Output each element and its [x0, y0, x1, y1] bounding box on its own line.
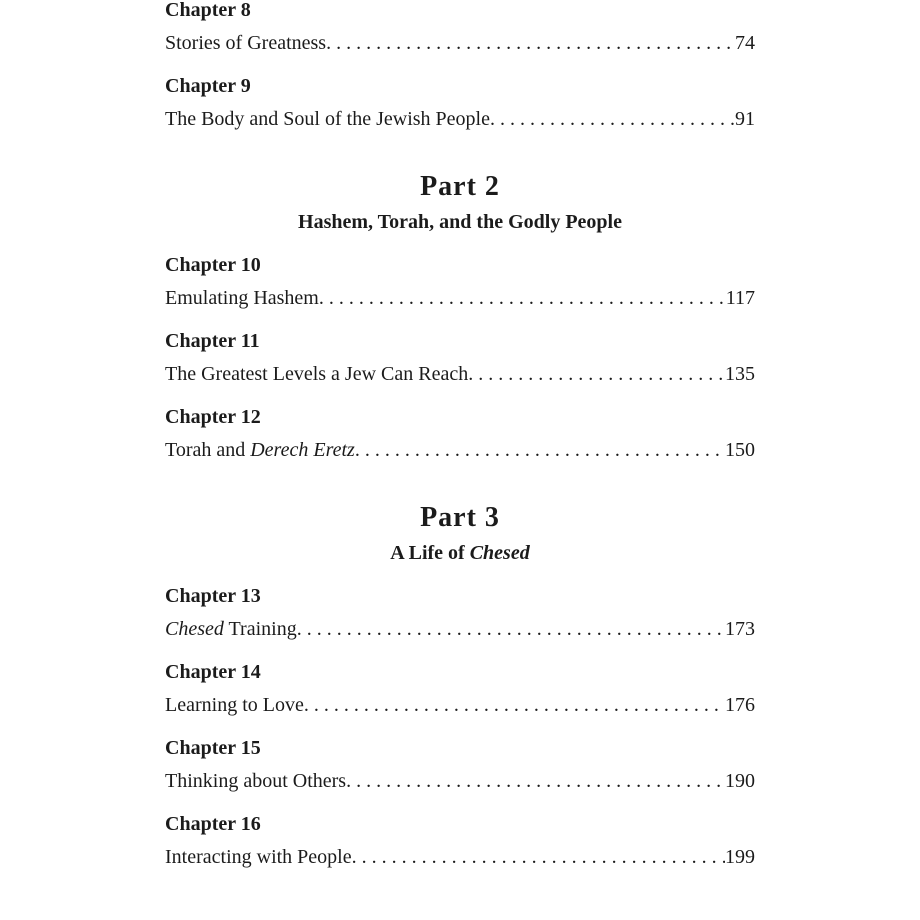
dot-leader: [304, 695, 725, 715]
part-subtitle: Hashem, Torah, and the Godly People: [298, 211, 622, 233]
chapter-title: The Greatest Levels a Jew Can Reach: [165, 363, 469, 385]
chapter-heading: Chapter 13: [165, 585, 261, 607]
chapter-title-row: [165, 440, 755, 460]
chapter-title-row: [165, 695, 755, 715]
chapter-title-row: [165, 288, 755, 308]
dot-leader: [468, 364, 725, 384]
chapter-title-row: [165, 771, 755, 791]
chapter-title: Chesed Training: [165, 618, 297, 640]
chapter-title: Interacting with People: [165, 846, 352, 868]
part-section: [165, 503, 755, 563]
chapter-heading: Chapter 10: [165, 254, 261, 276]
chapter-heading: Chapter 12: [165, 406, 261, 428]
chapter-title-row: [165, 364, 755, 384]
chapter-title: Learning to Love: [165, 694, 304, 716]
page-number: 74: [735, 32, 755, 54]
page-number: 117: [725, 287, 755, 309]
chapter-title-row: [165, 109, 755, 129]
chapter-heading: Chapter 16: [165, 813, 261, 835]
page-number: 173: [725, 618, 755, 640]
chapter-heading: Chapter 8: [165, 0, 251, 21]
chapter-title: Emulating Hashem: [165, 287, 319, 309]
page-number: 91: [735, 108, 755, 130]
chapter-entry: [165, 662, 755, 715]
chapter-entry: [165, 586, 755, 639]
dot-leader: [352, 847, 725, 867]
part-heading: Part 2: [420, 171, 500, 202]
chapter-title: Stories of Greatness: [165, 32, 327, 54]
chapter-entry: [165, 331, 755, 384]
chapter-title-row: [165, 619, 755, 639]
chapter-title: Thinking about Others: [165, 770, 347, 792]
part-subtitle: A Life of Chesed: [390, 542, 530, 564]
part-section: [165, 172, 755, 232]
table-of-contents: [165, 0, 755, 890]
part-heading: Part 3: [420, 502, 500, 533]
page-number: 190: [725, 770, 755, 792]
chapter-heading: Chapter 11: [165, 330, 260, 352]
chapter-entry: [165, 0, 755, 53]
page-number: 135: [725, 363, 755, 385]
chapter-title-row: [165, 33, 755, 53]
chapter-heading: Chapter 14: [165, 661, 261, 683]
chapter-heading: Chapter 9: [165, 75, 251, 97]
dot-leader: [355, 440, 725, 460]
page-number: 176: [725, 694, 755, 716]
chapter-entry: [165, 738, 755, 791]
dot-leader: [346, 771, 725, 791]
chapter-entry: [165, 814, 755, 867]
chapter-entry: [165, 255, 755, 308]
chapter-heading: Chapter 15: [165, 737, 261, 759]
chapter-title: Torah and Derech Eretz: [165, 439, 355, 461]
dot-leader: [490, 109, 735, 129]
dot-leader: [297, 619, 725, 639]
dot-leader: [326, 33, 735, 53]
chapter-entry: [165, 76, 755, 129]
chapter-entry: [165, 407, 755, 460]
chapter-title: The Body and Soul of the Jewish People: [165, 108, 490, 130]
page-number: 150: [725, 439, 755, 461]
page-number: 199: [725, 846, 755, 868]
chapter-title-row: [165, 847, 755, 867]
dot-leader: [319, 288, 726, 308]
